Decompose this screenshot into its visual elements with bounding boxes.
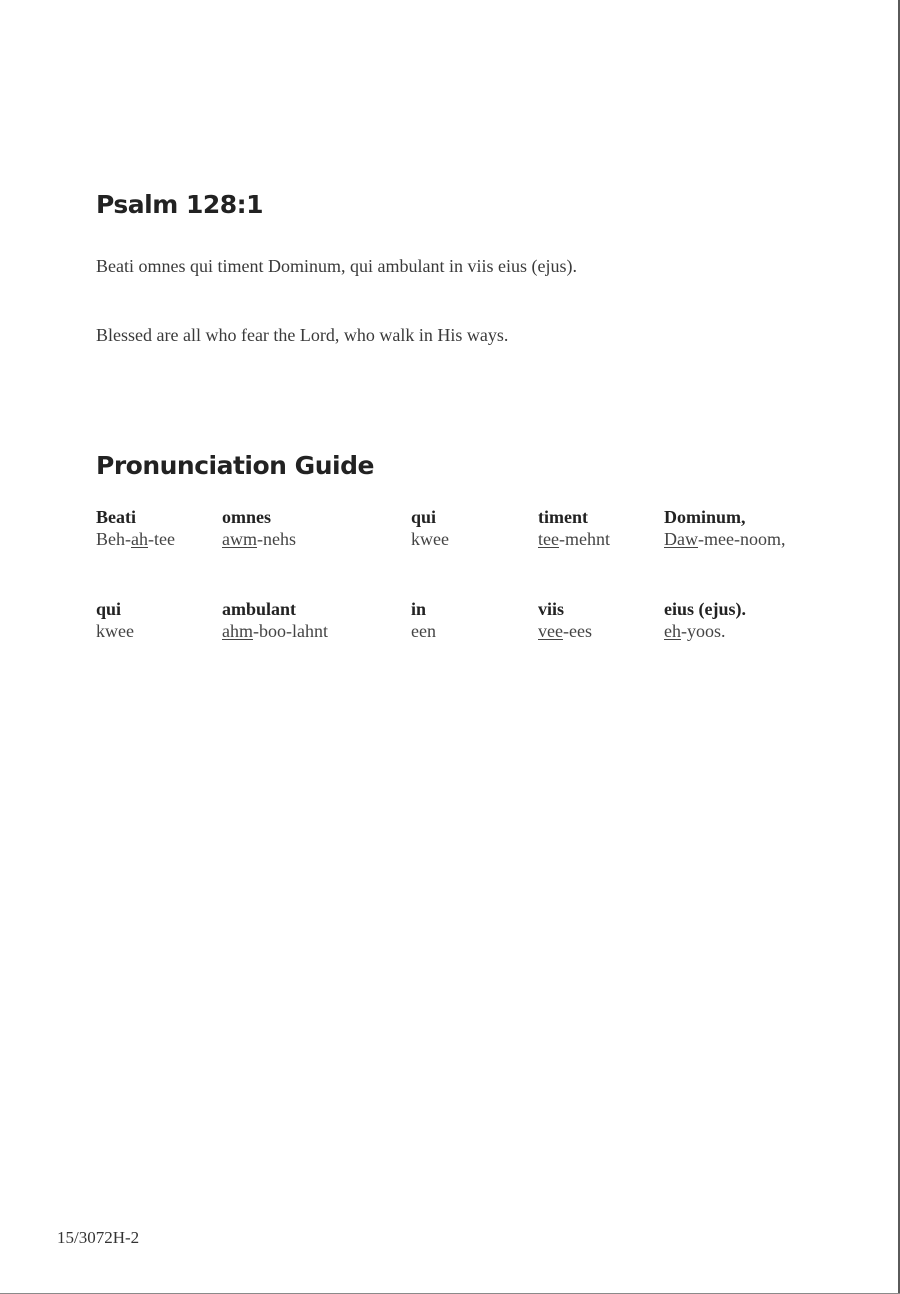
stressed-syllable: tee <box>538 529 559 549</box>
stressed-syllable: eh <box>664 621 681 641</box>
latin-verse: Beati omnes qui timent Dominum, qui ambulant in viis eius (ejus). <box>96 256 577 276</box>
pronunciation-cell <box>411 507 449 551</box>
phonetic-spelling: kwee <box>411 529 449 549</box>
phonetic-spelling: eh-yoos. <box>664 621 726 641</box>
stressed-syllable: ah <box>131 529 148 549</box>
pronunciation-cell <box>411 599 436 643</box>
latin-word: qui <box>96 599 122 619</box>
phonetic-spelling: ahm-boo-lahnt <box>222 621 328 641</box>
phonetic-spelling: een <box>411 621 436 641</box>
phonetic-spelling: awm-nehs <box>222 529 296 549</box>
phonetic-spelling: vee-ees <box>538 621 592 641</box>
pronunciation-cell <box>664 507 785 551</box>
phonetic-spelling: Beh-ah-tee <box>96 529 175 549</box>
latin-word: in <box>411 599 427 619</box>
stressed-syllable: awm <box>222 529 257 549</box>
pronunciation-guide-title: Pronunciation Guide <box>96 451 374 480</box>
stressed-syllable: vee <box>538 621 563 641</box>
psalm-title: Psalm 128:1 <box>96 190 264 219</box>
pronunciation-row <box>96 507 856 557</box>
latin-word: viis <box>538 599 565 619</box>
document-code: 15/3072H-2 <box>57 1228 140 1247</box>
stressed-syllable: Daw <box>664 529 698 549</box>
latin-word: ambulant <box>222 599 297 619</box>
latin-word: timent <box>538 507 588 527</box>
phonetic-spelling: kwee <box>96 621 134 641</box>
pronunciation-cell <box>538 507 610 551</box>
pronunciation-cell <box>222 599 328 643</box>
pronunciation-cell <box>538 599 592 643</box>
latin-word: eius (ejus). <box>664 599 746 619</box>
phonetic-spelling: Daw-mee-noom, <box>664 529 786 549</box>
stressed-syllable: ahm <box>222 621 253 641</box>
pronunciation-cell <box>222 507 296 551</box>
phonetic-spelling: tee-mehnt <box>538 529 610 549</box>
pronunciation-cell <box>96 507 175 551</box>
latin-word: qui <box>411 507 437 527</box>
pronunciation-cell <box>96 599 134 643</box>
english-translation: Blessed are all who fear the Lord, who walk in His ways. <box>96 325 509 345</box>
latin-word: Dominum, <box>664 507 746 527</box>
latin-word: omnes <box>222 507 271 527</box>
pronunciation-row <box>96 599 856 649</box>
pronunciation-cell <box>664 599 746 643</box>
latin-word: Beati <box>96 507 136 527</box>
